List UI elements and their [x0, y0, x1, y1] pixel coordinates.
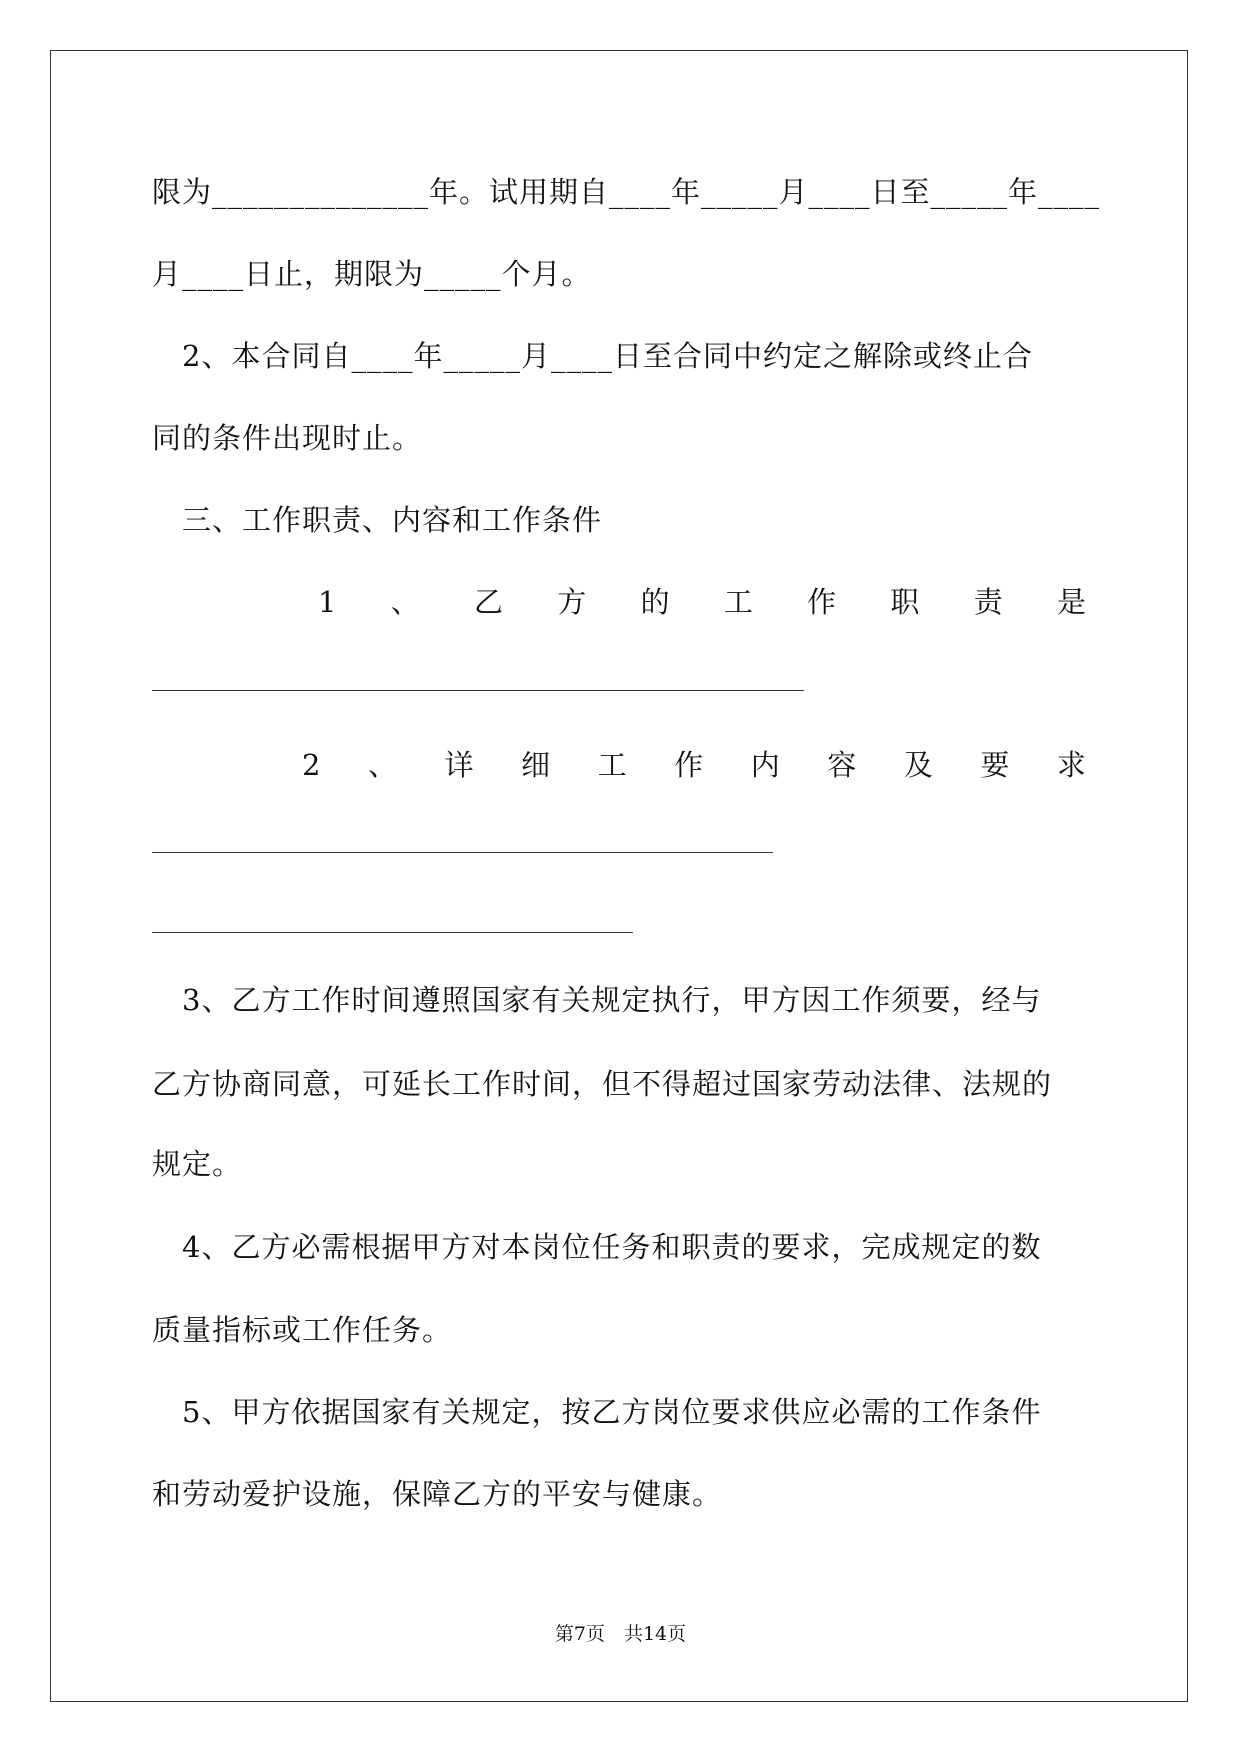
spread-char: 、	[367, 748, 398, 782]
spread-char: 及	[903, 748, 934, 782]
text-line-13: 5、甲方依据国家有关规定，按乙方岗位要求供应必需的工作条件	[152, 1395, 1042, 1429]
spread-char: 方	[557, 585, 588, 619]
spread-char: 、	[390, 585, 421, 619]
spread-char: 的	[640, 585, 671, 619]
text-line-2: 月____日止，期限为_____个月。	[152, 257, 592, 291]
text-line-4: 同的条件出现时止。	[152, 421, 423, 455]
spread-char: 1	[318, 585, 338, 619]
text-line-9: 乙方协商同意，可延长工作时间，但不得超过国家劳动法律、法规的	[152, 1067, 1053, 1101]
spread-char: 细	[521, 748, 552, 782]
text-line-14: 和劳动爱护设施，保障乙方的平安与健康。	[152, 1477, 723, 1511]
spread-char: 详	[444, 748, 475, 782]
blank-fill-line-2	[152, 852, 773, 853]
spread-char: 是	[1056, 585, 1087, 619]
spread-char: 要	[980, 748, 1011, 782]
section-heading: 三、工作职责、内容和工作条件	[152, 503, 603, 537]
spread-char: 作	[807, 585, 838, 619]
spread-char: 容	[827, 748, 858, 782]
text-line-1: 限为______________年。试用期自____年_____月____日至_____年____	[152, 175, 1101, 209]
justified-line-duties	[318, 582, 1087, 622]
text-line-8: 3、乙方工作时间遵照国家有关规定执行，甲方因工作须要，经与	[152, 983, 1042, 1017]
spread-char: 工	[723, 585, 754, 619]
spread-char: 作	[674, 748, 705, 782]
spread-char: 求	[1056, 748, 1087, 782]
text-line-11: 4、乙方必需根据甲方对本岗位任务和职责的要求，完成规定的数	[152, 1230, 1042, 1264]
blank-fill-line-1	[152, 690, 804, 691]
spread-char: 乙	[474, 585, 505, 619]
text-line-3: 2、本合同自____年_____月____日至合同中约定之解除或终止合	[152, 339, 1033, 373]
text-line-10: 规定。	[152, 1147, 243, 1181]
spread-char: 2	[302, 748, 322, 782]
justified-line-details	[302, 745, 1087, 785]
spread-char: 责	[973, 585, 1004, 619]
spread-char: 职	[890, 585, 921, 619]
page-number-footer: 第7页 共14页	[554, 1623, 687, 1645]
blank-fill-line-3	[152, 932, 633, 933]
text-line-12: 质量指标或工作任务。	[152, 1313, 453, 1347]
spread-char: 工	[597, 748, 628, 782]
spread-char: 内	[750, 748, 781, 782]
page-border	[50, 50, 1188, 1702]
